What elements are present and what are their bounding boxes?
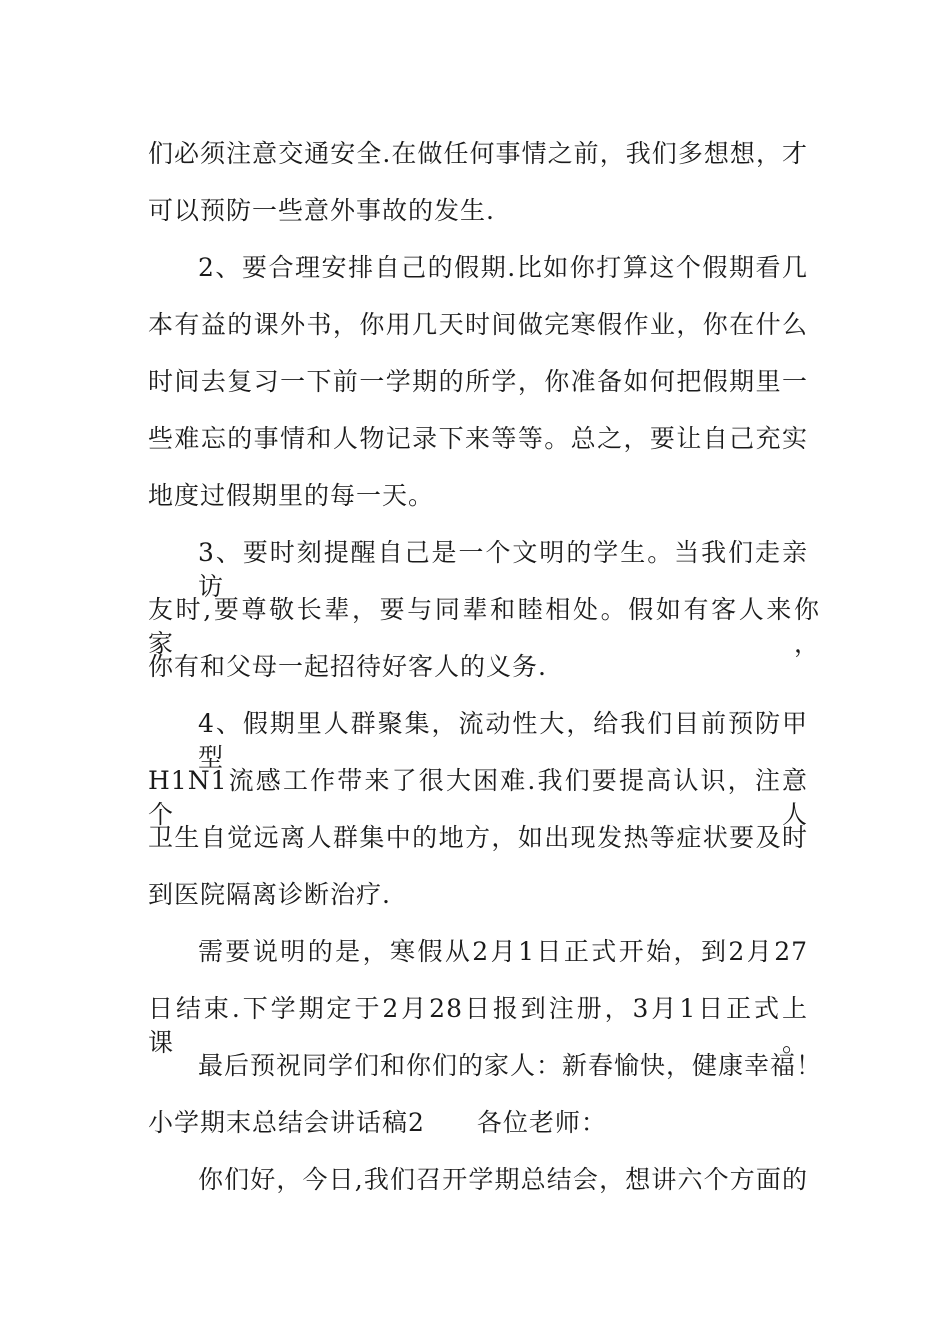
text-line: 卫生自觉远离人群集中的地方，如出现发热等症状要及时 (148, 823, 808, 852)
text-line: 些难忘的事情和人物记录下来等等。总之，要让自己充实 (148, 424, 808, 453)
text-line: 你们好，今日,我们召开学期总结会，想讲六个方面的 (198, 1165, 808, 1194)
text-line: 们必须注意交通安全.在做任何事情之前，我们多想想，才 (148, 139, 808, 168)
text-line: 最后预祝同学们和你们的家人：新春愉快，健康幸福！ (198, 1051, 823, 1080)
text-line: 4、假期里人群聚集，流动性大，给我们目前预防甲型 (198, 709, 808, 772)
text-line: 本有益的课外书，你用几天时间做完寒假作业，你在什么 (148, 310, 808, 339)
text-line: 友时,要尊敬长辈，要与同辈和睦相处。假如有客人来你家， (148, 595, 820, 658)
text-line: 需要说明的是，寒假从2月1日正式开始，到2月27 (198, 937, 808, 966)
text-line: 地度过假期里的每一天。 (148, 481, 435, 510)
text-line: 日结束.下学期定于2月28日报到注册，3月1日正式上课。 (148, 994, 808, 1057)
text-line: 3、要时刻提醒自己是一个文明的学生。当我们走亲访 (198, 538, 808, 601)
text-line: 到医院隔离诊断治疗. (148, 880, 391, 909)
text-line: 可以预防一些意外事故的发生. (148, 196, 495, 225)
section-heading: 小学期末总结会讲话稿2 各位老师： (148, 1108, 607, 1137)
text-line: 你有和父母一起招待好客人的义务. (148, 652, 547, 681)
text-line: 时间去复习一下前一学期的所学，你准备如何把假期里一 (148, 367, 808, 396)
text-line: 2、要合理安排自己的假期.比如你打算这个假期看几 (198, 253, 808, 282)
text-line: H1N1流感工作带来了很大困难.我们要提高认识，注意个人 (148, 766, 808, 829)
